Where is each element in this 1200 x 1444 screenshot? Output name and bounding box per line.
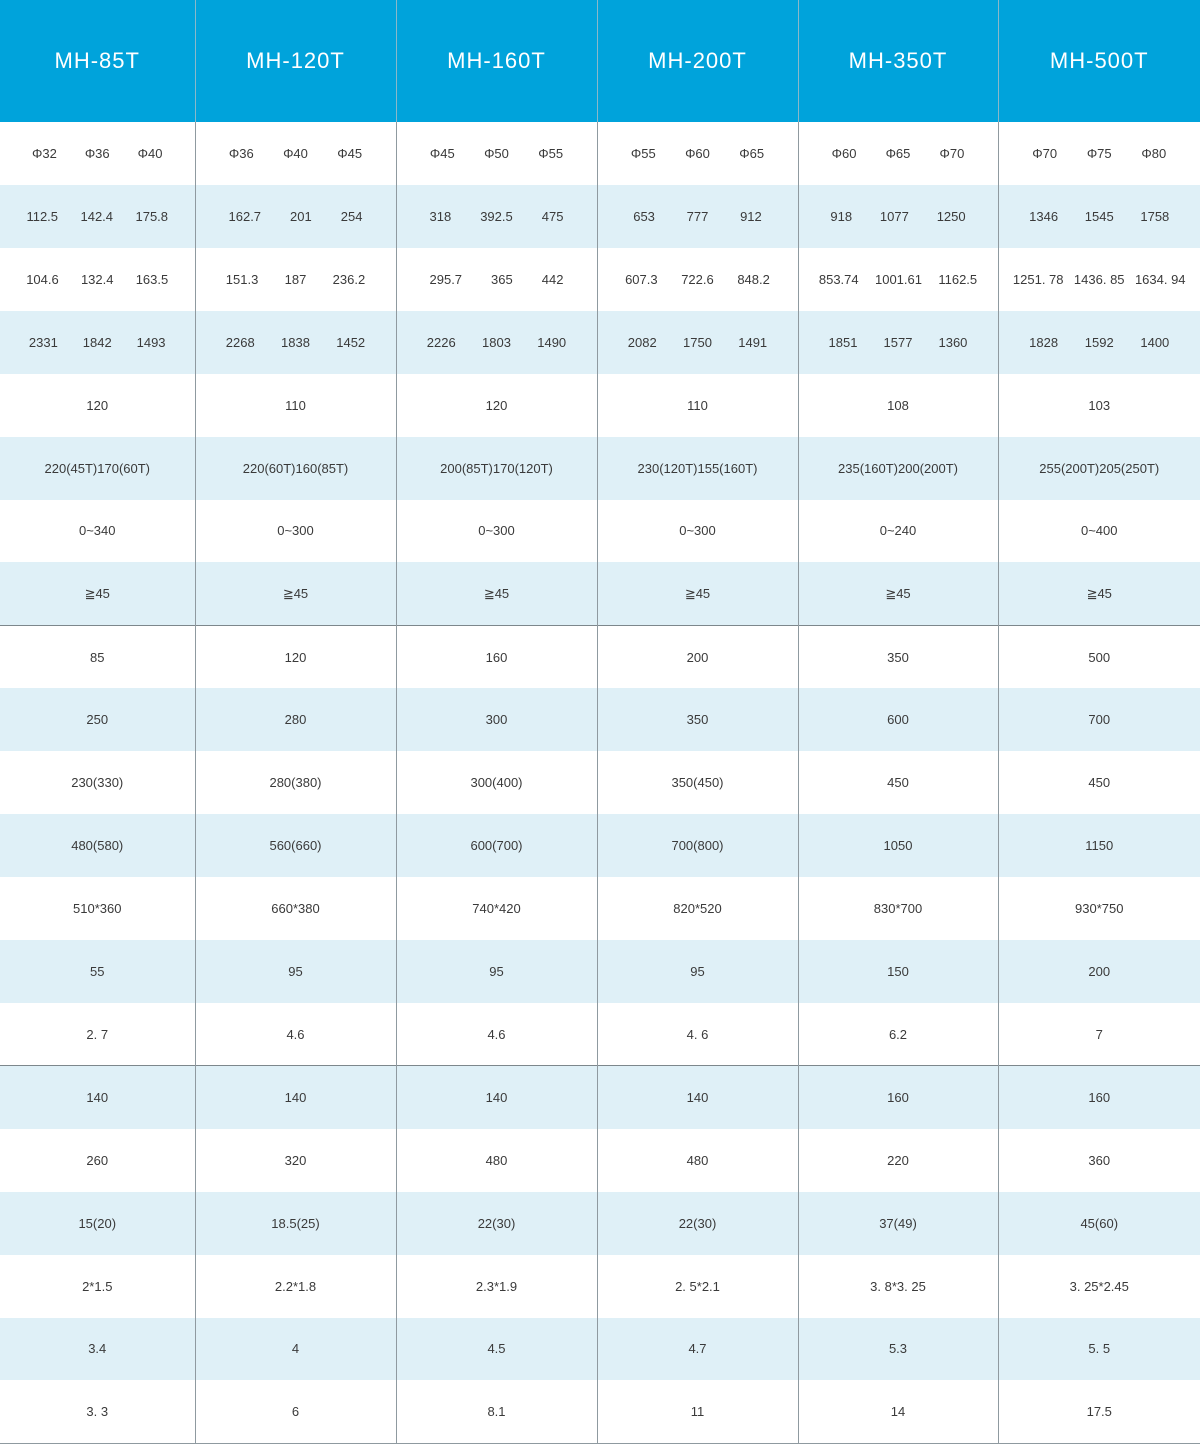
table-cell: 8.1 [396,1380,597,1443]
cell-value-group [397,209,597,224]
table-row [0,374,1200,437]
table-cell [597,248,798,311]
cell-value: 1577 [883,334,913,350]
cell-value-group [397,335,597,350]
cell-value-group [799,335,998,350]
cell-value-group [799,272,998,287]
cell-value: Φ40 [283,145,308,161]
table-cell: ≧45 [195,562,396,625]
table-cell [0,311,195,374]
cell-value: 1803 [482,334,511,350]
table-cell: 140 [195,1066,396,1129]
cell-value: Φ32 [31,145,57,161]
cell-value: 1251. 78 [1012,271,1064,287]
table-cell: 3.4 [0,1318,195,1381]
cell-value: 175.8 [135,208,169,224]
table-cell: 120 [396,374,597,437]
table-cell: 18.5(25) [195,1192,396,1255]
table-row [0,500,1200,563]
table-cell [396,311,597,374]
table-row [0,940,1200,1003]
table-cell: 150 [798,940,998,1003]
cell-value-group [397,272,597,287]
cell-value: Φ36 [228,145,254,161]
table-cell: 5.3 [798,1318,998,1381]
table-cell: 450 [998,751,1200,814]
table-cell: 140 [597,1066,798,1129]
cell-value: Φ36 [84,145,110,161]
table-cell: ≧45 [798,562,998,625]
table-cell: 360 [998,1129,1200,1192]
table-cell: 22(30) [597,1192,798,1255]
table-row [0,1066,1200,1129]
table-cell: 160 [998,1066,1200,1129]
table-cell: 300 [396,688,597,751]
table-cell [396,122,597,185]
table-cell: 85 [0,625,195,688]
cell-value: Φ60 [831,145,857,161]
table-row [0,877,1200,940]
cell-value: 1346 [1029,208,1059,224]
table-cell: 350 [597,688,798,751]
table-cell: 3. 25*2.45 [998,1255,1200,1318]
table-cell: 740*420 [396,877,597,940]
cell-value-group [999,146,1200,161]
cell-value: 142.4 [80,208,114,224]
cell-value: 1400 [1140,334,1170,350]
cell-value-group [598,335,798,350]
table-row [0,1255,1200,1318]
table-cell: 160 [396,625,597,688]
cell-value: 254 [340,208,363,224]
cell-value-group [0,209,195,224]
cell-value: 2268 [225,334,255,350]
table-cell: 500 [998,625,1200,688]
table-cell: 15(20) [0,1192,195,1255]
cell-value: 2082 [627,334,657,350]
table-cell: 4.5 [396,1318,597,1381]
table-cell: 350(450) [597,751,798,814]
table-cell: 103 [998,374,1200,437]
cell-value: Φ70 [939,145,965,161]
table-cell [798,311,998,374]
column-header-mh-85t: MH-85T [0,0,195,122]
table-row [0,1192,1200,1255]
table-cell: 200 [998,940,1200,1003]
cell-value-group [0,272,195,287]
table-cell: 660*380 [195,877,396,940]
cell-value: 392.5 [480,208,513,224]
table-cell: 700 [998,688,1200,751]
cell-value: 1828 [1029,334,1059,350]
table-cell: 14 [798,1380,998,1443]
cell-value: Φ75 [1086,145,1112,161]
cell-value: 162.7 [228,208,262,224]
table-cell: 3. 8*3. 25 [798,1255,998,1318]
table-cell: 0~300 [195,500,396,563]
cell-value: 1452 [336,334,366,350]
table-cell [0,185,195,248]
column-header-mh-350t: MH-350T [798,0,998,122]
cell-value-group [196,272,396,287]
table-row [0,688,1200,751]
cell-value-group [598,146,798,161]
table-cell: 230(330) [71,775,124,791]
table-row [0,1129,1200,1192]
table-cell: 4. 6 [597,1003,798,1066]
table-cell: 600 [798,688,998,751]
table-cell: 0~300 [597,500,798,563]
cell-value: Φ50 [484,145,509,161]
table-cell: 0~340 [78,523,116,539]
cell-value-group [196,146,396,161]
table-cell: 120 [86,397,109,413]
table-cell: 140 [396,1066,597,1129]
cell-value: Φ45 [429,145,455,161]
cell-value: 1750 [683,334,712,350]
cell-value: Φ65 [739,145,765,161]
table-cell: 95 [195,940,396,1003]
cell-value: Φ60 [685,145,710,161]
table-cell [998,311,1200,374]
cell-value: 1436. 85 [1073,271,1125,287]
table-row [0,311,1200,374]
table-cell: 0~300 [396,500,597,563]
table-row [0,248,1200,311]
table-cell: 2. 7 [86,1026,109,1042]
table-cell [0,122,195,185]
cell-value: 1162.5 [938,271,978,287]
table-cell: 820*520 [597,877,798,940]
table-cell: 6.2 [798,1003,998,1066]
cell-value: 187 [284,271,307,287]
table-row [0,814,1200,877]
cell-value-group [799,146,998,161]
cell-value: 1001.61 [874,271,922,287]
table-cell: 250 [0,688,195,751]
table-cell [195,311,396,374]
table-cell: 280 [195,688,396,751]
cell-value: Φ65 [885,145,911,161]
cell-value: 318 [429,208,452,224]
cell-value: 1250 [936,208,966,224]
header-row [0,0,1200,122]
table-cell: 4.6 [396,1003,597,1066]
cell-value: Φ45 [337,145,363,161]
table-row [0,185,1200,248]
table-cell: 600(700) [396,814,597,877]
table-cell: 510*360 [73,901,122,917]
table-cell: 300(400) [396,751,597,814]
table-row [0,1003,1200,1066]
cell-value: 607.3 [625,271,658,287]
table-cell: 220(60T)160(85T) [195,437,396,500]
cell-value: 1490 [537,334,567,350]
cell-value: 653 [633,208,655,224]
table-cell: 450 [798,751,998,814]
table-cell: 37(49) [798,1192,998,1255]
table-cell: 4.6 [195,1003,396,1066]
table-row [0,751,1200,814]
table-cell: 22(30) [396,1192,597,1255]
cell-value: 112.5 [26,208,59,224]
table-cell: 350 [798,625,998,688]
table-cell [195,248,396,311]
cell-value: 2226 [426,334,456,350]
table-cell: 700(800) [597,814,798,877]
cell-value: 163.5 [135,271,169,287]
cell-value: 151.3 [225,271,259,287]
table-cell: ≧45 [396,562,597,625]
cell-value: 1493 [136,334,166,350]
table-cell: ≧45 [0,562,195,625]
table-cell: 110 [195,374,396,437]
table-cell: ≧45 [597,562,798,625]
cell-value: 912 [740,208,762,224]
table-cell: 480 [396,1129,597,1192]
cell-value: Φ80 [1141,145,1167,161]
cell-value-group [0,335,195,350]
cell-value-group [999,209,1200,224]
cell-value: 1360 [938,334,968,350]
cell-value: 365 [491,271,513,287]
table-cell: 4.7 [597,1318,798,1381]
table-cell: 45(60) [998,1192,1200,1255]
table-cell [798,248,998,311]
cell-value-group [799,209,998,224]
table-cell: 2. 5*2.1 [597,1255,798,1318]
cell-value: 777 [686,208,709,224]
table-cell [998,185,1200,248]
table-cell: 17.5 [998,1380,1200,1443]
table-cell: 120 [195,625,396,688]
column-header-mh-500t: MH-500T [998,0,1200,122]
table-cell: 1050 [798,814,998,877]
table-cell [998,122,1200,185]
table-cell: 220 [798,1129,998,1192]
table-cell: 7 [998,1003,1200,1066]
table-cell: 11 [597,1380,798,1443]
column-header-mh-200t: MH-200T [597,0,798,122]
cell-value: 853.74 [818,271,859,287]
cell-value: 2331 [28,334,58,350]
column-header-mh-160t: MH-160T [396,0,597,122]
table-row [0,562,1200,625]
table-cell: 260 [86,1152,109,1168]
table-row [0,437,1200,500]
table-cell: 0~400 [998,500,1200,563]
table-cell: 4 [195,1318,396,1381]
cell-value: 132.4 [80,271,114,287]
table-cell [597,311,798,374]
table-row [0,1318,1200,1381]
cell-value: 1758 [1140,208,1170,224]
cell-value-group [0,146,195,161]
cell-value-group [999,335,1200,350]
table-cell [597,122,798,185]
cell-value: 236.2 [332,271,366,287]
cell-value: 1491 [738,334,768,350]
cell-value: 1851 [828,334,858,350]
table-cell: 230(120T)155(160T) [597,437,798,500]
cell-value-group [196,209,396,224]
table-cell: 110 [597,374,798,437]
cell-value: 295.7 [429,271,463,287]
table-cell: 320 [195,1129,396,1192]
cell-value: 1545 [1084,208,1114,224]
table-cell [597,185,798,248]
table-cell [0,248,195,311]
table-header [0,0,1200,122]
table-row [0,1380,1200,1443]
table-cell: 255(200T)205(250T) [998,437,1200,500]
table-cell: 140 [0,1066,195,1129]
table-cell: 480 [597,1129,798,1192]
table-cell: 280(380) [195,751,396,814]
table-cell: 560(660) [195,814,396,877]
table-cell [396,248,597,311]
table-cell [195,122,396,185]
cell-value: 1634. 94 [1134,271,1186,287]
table-cell: 0~240 [798,500,998,563]
table-cell: 6 [195,1380,396,1443]
table-cell: 5. 5 [998,1318,1200,1381]
table-row [0,122,1200,185]
table-cell [396,185,597,248]
cell-value: 1842 [82,334,112,350]
table-cell: 930*750 [998,877,1200,940]
cell-value: Φ55 [538,145,564,161]
cell-value: 1838 [281,334,310,350]
cell-value: 1077 [879,208,909,224]
table-cell: 200 [597,625,798,688]
table-cell: 480(580) [0,814,195,877]
table-cell: ≧45 [998,562,1200,625]
cell-value: 442 [541,271,564,287]
cell-value: Φ40 [137,145,163,161]
cell-value: 201 [290,208,312,224]
table-cell [798,185,998,248]
column-header-mh-120t: MH-120T [195,0,396,122]
table-cell: 55 [0,940,195,1003]
table-cell: 200(85T)170(120T) [396,437,597,500]
cell-value: 722.6 [681,271,714,287]
cell-value-group [598,272,798,287]
cell-value: 918 [830,208,853,224]
table-cell: 2.2*1.8 [195,1255,396,1318]
table-cell: 1150 [998,814,1200,877]
cell-value: Φ70 [1032,145,1058,161]
table-cell: 95 [597,940,798,1003]
table-cell: 160 [798,1066,998,1129]
cell-value: 104.6 [26,271,59,287]
cell-value-group [196,335,396,350]
table-cell [195,185,396,248]
table-cell: 3. 3 [0,1380,195,1443]
cell-value: 475 [541,208,564,224]
cell-value-group [598,209,798,224]
table-row [0,625,1200,688]
table-cell: 2.3*1.9 [396,1255,597,1318]
cell-value-group [999,272,1200,287]
table-body [0,122,1200,1444]
table-cell [998,248,1200,311]
cell-value: Φ55 [630,145,656,161]
table-cell: 108 [798,374,998,437]
table-cell: 235(160T)200(200T) [798,437,998,500]
table-cell: 2*1.5 [82,1278,113,1294]
table-cell: 95 [396,940,597,1003]
cell-value: 848.2 [737,271,770,287]
cell-value-group [397,146,597,161]
cell-value: 1592 [1084,334,1114,350]
table-cell: 830*700 [798,877,998,940]
table-cell [798,122,998,185]
table-cell: 220(45T)170(60T) [0,437,195,500]
